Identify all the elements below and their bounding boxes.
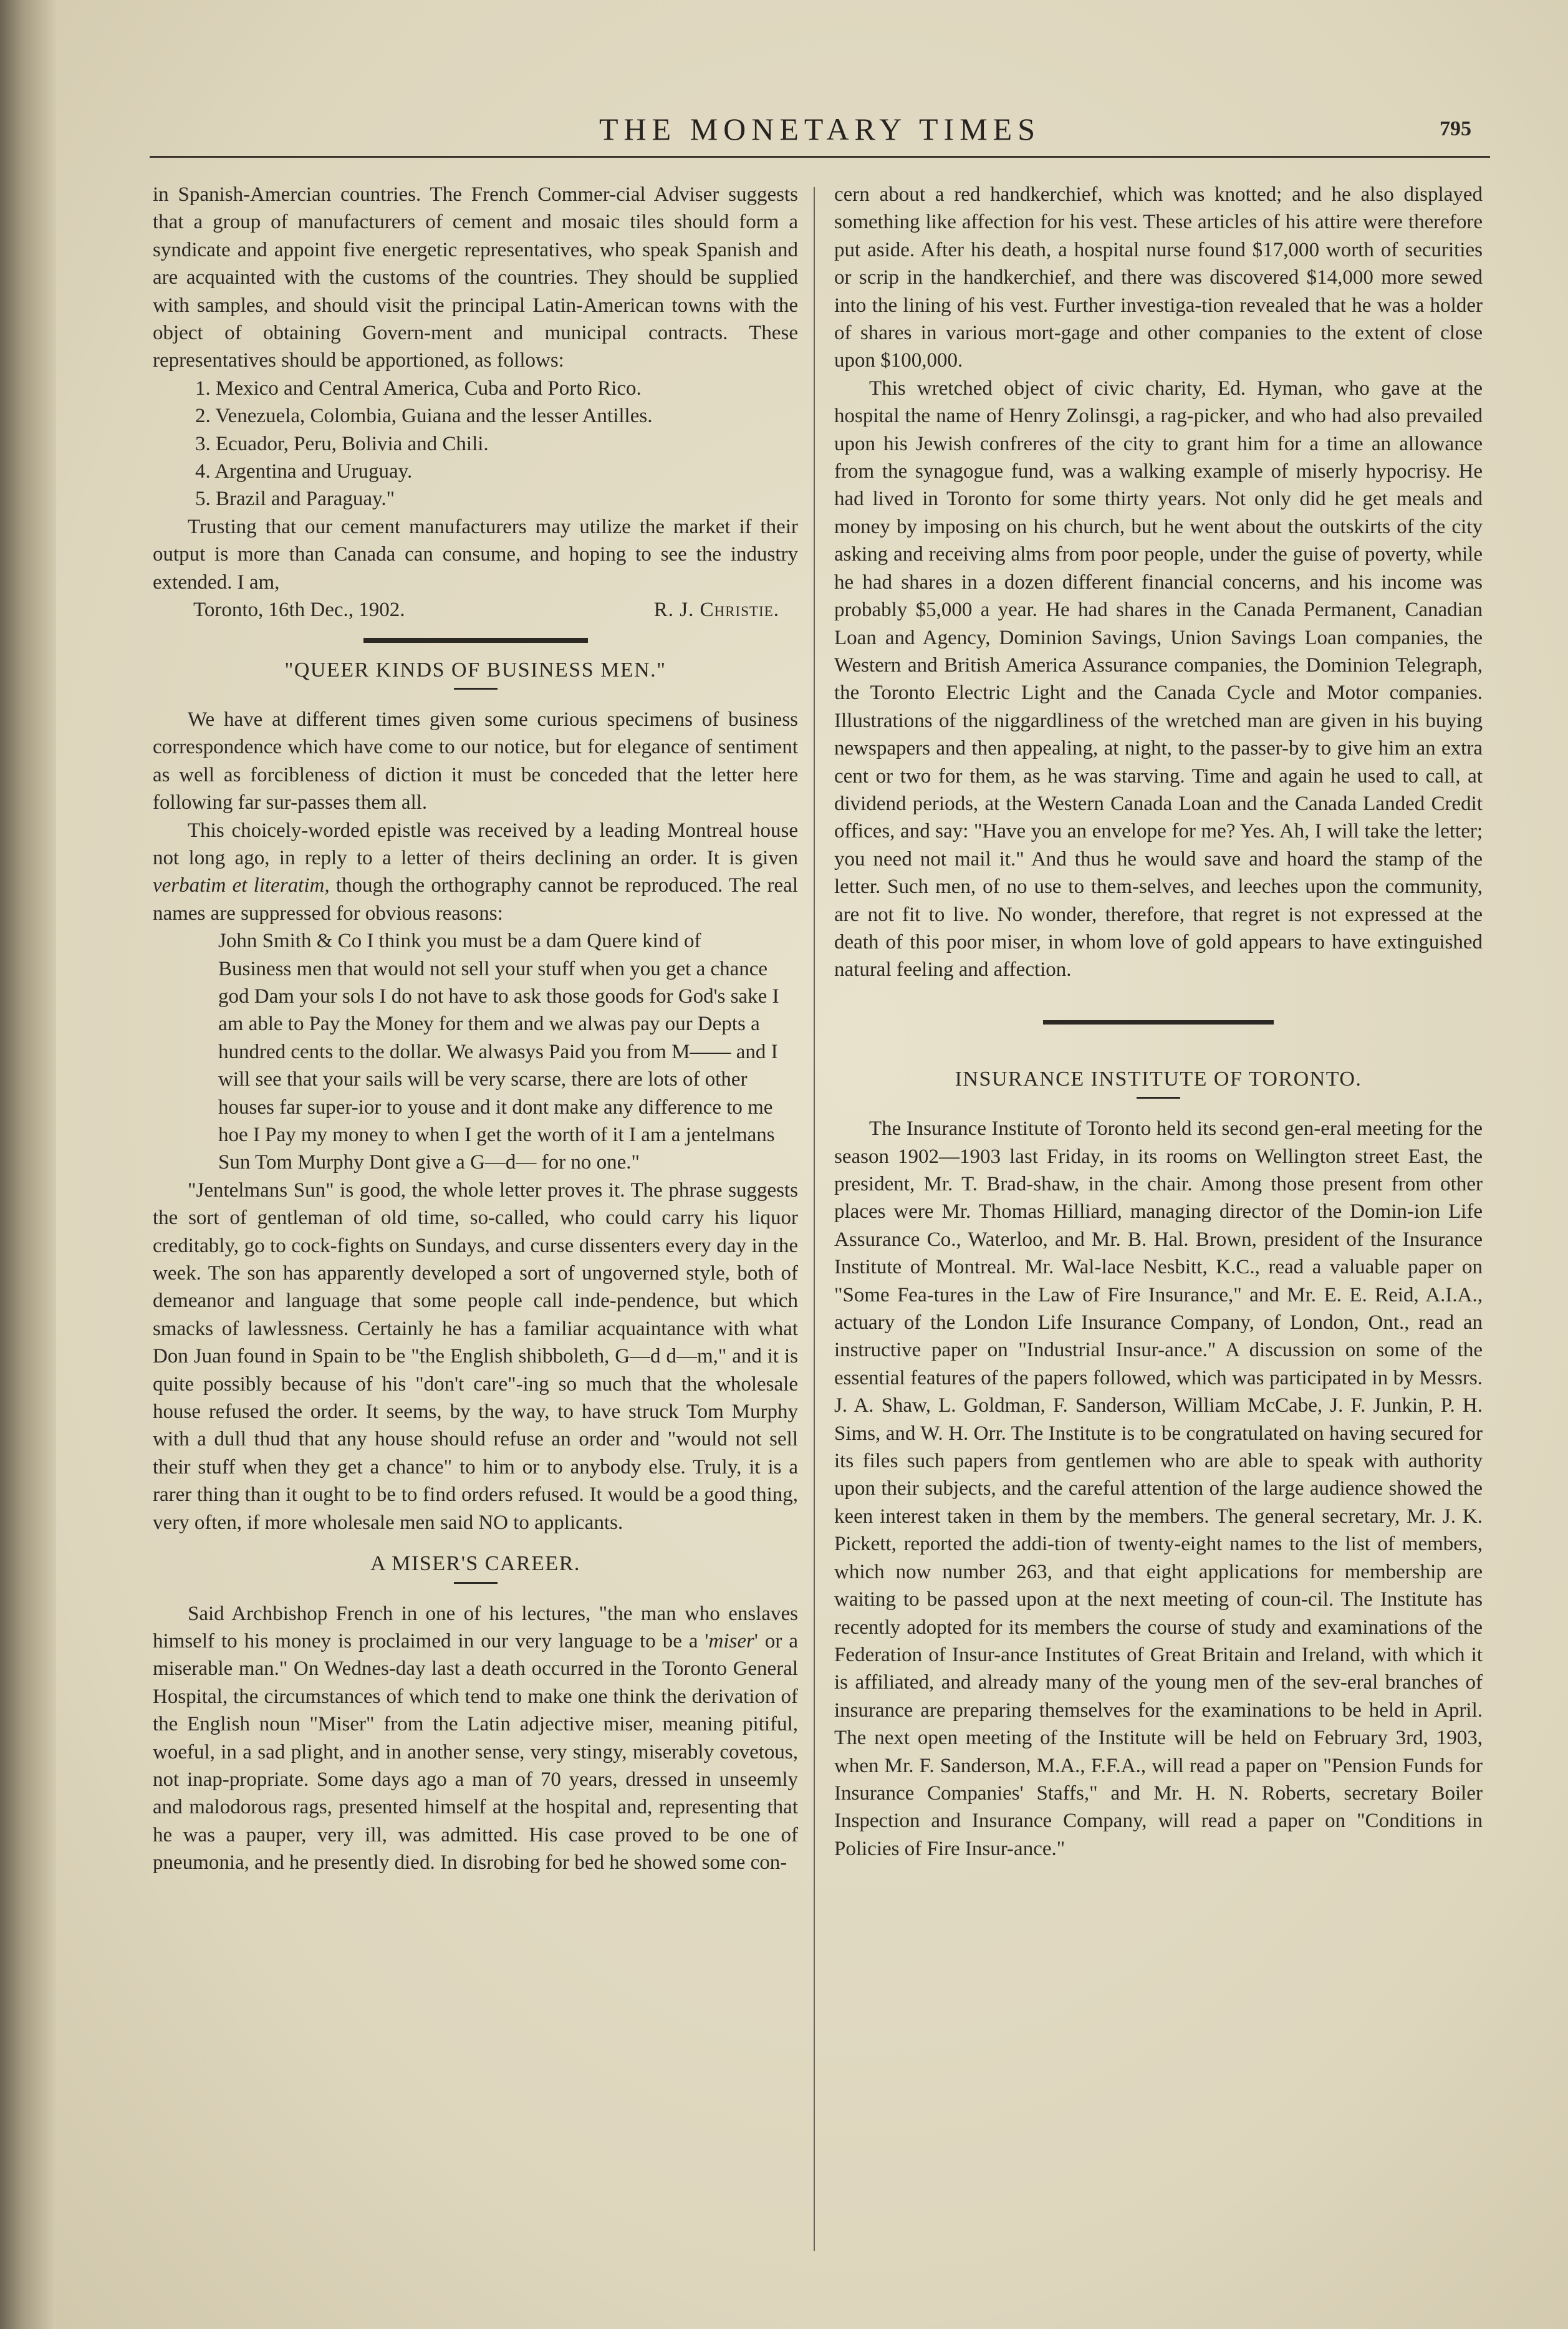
signoff-place-date: Toronto, 16th Dec., 1902. xyxy=(193,599,405,622)
list-item: 4. Argentina and Uruguay. xyxy=(195,460,413,483)
text-run: Said Archbishop French in one of his lectures, "the man who enslaves himself to his money is proclaimed in our very language to be a ' xyxy=(153,1602,798,1652)
heading-rule xyxy=(454,1582,498,1584)
section-divider xyxy=(363,638,588,643)
text-run: though the orthography cannot be reproduced. The real names are suppressed for obvious reasons: xyxy=(153,874,798,925)
italic-text: verbatim et literatim, xyxy=(153,874,330,897)
quoted-letter xyxy=(153,927,798,1177)
letter-closing-paragraph: Trusting that our cement manufacturers may utilize the market if their output is more than Canada can consume, and hoping to see the industry extended. I am, xyxy=(153,515,798,594)
list-item: 1. Mexico and Central America, Cuba and Porto Rico. xyxy=(195,377,642,400)
list-item: 5. Brazil and Paraguay." xyxy=(195,488,395,511)
section-divider xyxy=(1043,1020,1274,1025)
spacer xyxy=(834,1038,1483,1061)
publication-title: THE MONETARY TIMES xyxy=(599,112,1041,147)
signoff-name: R. J. Christie. xyxy=(653,599,779,622)
list-item: 2. Venezuela, Colombia, Guiana and the lesser Antilles. xyxy=(195,405,653,428)
letter-continuation-paragraph: in Spanish-Amercian countries. The French Commer-cial Adviser suggests that a group of manufacturers of cement and mosaic tiles should form a syndicate and appoint five energetic representatives, who speak Spanish and are acquainted with the customs of the countries. They should be supplied with samples, and should visit the principal Latin-American towns with the object of obtaining Govern-ment and municipal contracts. These representatives should be apportioned, as follows: xyxy=(153,183,798,372)
list-item: 3. Ecuador, Peru, Bolivia and Chili. xyxy=(195,432,489,455)
quoted-letter-text: John Smith & Co I think you must be a dam Quere kind of Business men that would not sell your stuff when you get a chance god Dam your sols I do not have to ask those goods for God's sake I am able to Pay the Money for them and we alwas pay our Depts a hundred cents to the dollar. We alwasys Paid you from M—— and I will see that your sails will be very scarse, there are lots of other houses far super-ior to youse and it dont make any difference to me hoe I Pay my money to when I get the worth of it I am a jentelmans Sun Tom Murphy Dont give a G—d— for no one." xyxy=(218,930,779,1174)
article-paragraph: The Insurance Institute of Toronto held its second gen-eral meeting for the season 1902—1903 last Friday, in its rooms on Wellington street East, the president, Mr. T. Brad-shaw, in the chair. Among those present from other places were Mr. Thomas Hilliard, managing director of the Domin-ion Life Assurance Co., Waterloo, and Mr. B. Hal. Brown, president of the Insurance Institute of Montreal. Mr. Wal-lace Nesbitt, K.C., read a valuable paper on "Some Fea-tures in the Law of Fire Insurance," and Mr. E. E. Reid, A.I.A., actuary of the London Life Insurance Company, of London, Ont., read an instructive paper on "Industrial Insur-ance." A discussion on some of the essential features of the papers followed, which was participated in by Messrs. J. A. Shaw, L. Goldman, F. Sanderson, William McCabe, J. F. Junkin, P. H. Sims, and W. H. Orr. The Institute is to be congratulated on having secured for its files such papers from gentlemen who are able to speak with authority upon their subjects, and the careful attention of the large audience showed the keen interest taken in them by the members. The general secretary, Mr. J. K. Pickett, reported the addi-tion of twenty-eight names to the list of members, which now number 263, and that eight applications for membership are waiting to be passed upon at the next meeting of coun-cil. The Institute has recently adopted for its members the course of study and examinations of the Federation of Insur-ance Institutes of Great Britain and Ireland, with which it is affiliated, and already many of the young men of the sev-eral branches of insurance are preparing themselves for the examinations to be held in April. The next open meeting of the Institute will be held on February 3rd, 1903, when Mr. F. Sanderson, M.A., F.F.A., will read a paper on "Pension Funds for Insurance Companies' Staffs," and Mr. H. N. Roberts, secretary Boiler Inspection and Insurance Company, will read a paper on "Conditions in Policies of Fire Insur-ance." xyxy=(834,1117,1483,1860)
article-paragraph: "Jentelmans Sun" is good, the whole letter proves it. The phrase suggests the sort of gentleman of old time, so-called, who could carry his liquor creditably, go to cock-fights on Sundays, and curse dissenters every day in the week. The son has apparently developed a sort of ungoverned style, both of demeanor and language that some people call inde-pendence, but which smacks of lawlessness. Certainly he has a familiar acquaintance with what Don Juan found in Spain to be "the English shibboleth, G—d d—m," and it is quite possibly because of his "don't care"-ing so much that the wholesale house refused the order. It seems, by the way, to have struck Tom Murphy with a dull thud that any house should refuse an order and "would not sell their stuff when they get a chance" to him or to anybody else. Truly, it is a rarer thing than it ought to be to find orders refused. It would be a good thing, very often, if more wholesale men said NO to applicants. xyxy=(153,1179,798,1534)
article-heading-misers-career: A MISER'S CAREER. xyxy=(370,1552,580,1576)
text-run: This choicely-worded epistle was received by a leading Montreal house not long ago, in reply to a letter of theirs declining an order. It is given xyxy=(153,819,798,869)
column-divider xyxy=(814,187,815,2251)
page-number: 795 xyxy=(1440,117,1471,140)
article-paragraph xyxy=(153,1600,798,1877)
heading-rule xyxy=(1137,1097,1180,1099)
book-spine-shadow xyxy=(0,0,56,2329)
header-rule xyxy=(150,156,1490,158)
left-column xyxy=(153,181,798,1877)
article-paragraph: We have at different times given some curious specimens of business correspondence which have come to our notice, but for elegance of sentiment as well as forcibleness of diction it must be conceded that the letter here following far sur-passes them all. xyxy=(153,708,798,814)
right-column xyxy=(834,181,1483,1863)
article-paragraph xyxy=(153,817,798,928)
article-heading-queer-kinds: "QUEER KINDS OF BUSINESS MEN." xyxy=(284,658,666,682)
letter-signoff xyxy=(153,596,798,624)
running-header xyxy=(150,111,1490,155)
spacer xyxy=(834,984,1483,1006)
text-run: ' or a miserable man." On Wednes-day last a death occurred in the Toronto General Hospital, the circumstances of which tend to make one think the derivation of the English noun "Miser" from the Latin adjective miser, meaning pitiful, woeful, in a sad plight, and in another sense, very stingy, miserably covetous, not inap-propriate. Some days ago a man of 70 years, dressed in unseemly and malodorous rags, presented himself at the hospital and, representing that he was a pauper, very ill, was admitted. His case proved to be one of pneumonia, and he presently died. In disrobing for bed he showed some con- xyxy=(153,1629,798,1874)
article-heading-insurance-institute: INSURANCE INSTITUTE OF TORONTO. xyxy=(955,1067,1362,1091)
italic-text: miser xyxy=(708,1629,754,1652)
heading-rule xyxy=(454,688,498,690)
article-continuation-paragraph: cern about a red handkerchief, which was knotted; and he also displayed something like affection for his vest. These articles of his attire were therefore put aside. After his death, a hospital nurse found $17,000 worth of securities or scrip in the handkerchief, and there was discovered $14,000 more sewed into the lining of his vest. Further investiga-tion revealed that he was a holder of shares in various mort-gage and other companies to the extent of close upon $100,000. xyxy=(834,183,1483,372)
article-paragraph: This wretched object of civic charity, Ed. Hyman, who gave at the hospital the name of Henry Zolinsgi, a rag-picker, and who had also prevailed upon his Jewish confreres of the city to grant him for a time an allowance from the synagogue fund, was a walking example of miserly hypocrisy. He had lived in Toronto for some thirty years. Not only did he get meals and money by imposing on his church, but he went about the outskirts of the city asking and receiving alms from poor people, under the guise of poverty, while he had shares in a dozen different financial concerns, and his income was probably $5,000 a year. He had shares in the Canada Permanent, Canadian Loan and Agency, Dominion Savings, Union Savings Loan companies, the Western and British America Assurance companies, the Dominion Telegraph, the Toronto Electric Light and the Canada Cycle and Motor companies. Illustrations of the niggardliness of the wretched man are given in his buying newspapers and then appealing, at night, to the passer-by to give him an extra cent or two for them, as he was starving. Time and again he used to call, at dividend periods, at the Western Canada Loan and the Canada Landed Credit offices, and say: "Have you an envelope for me? Yes. Ah, I will take the letter; you need not mail it." And thus he would save and hoard the stamp of the letter. Such men, of no use to them-selves, and leeches upon the community, are not fit to live. No wonder, therefore, that regret is not expressed at the death of this poor miser, in whom love of gold appears to have extinguished natural feeling and affection. xyxy=(834,377,1483,981)
territory-list xyxy=(153,375,798,513)
